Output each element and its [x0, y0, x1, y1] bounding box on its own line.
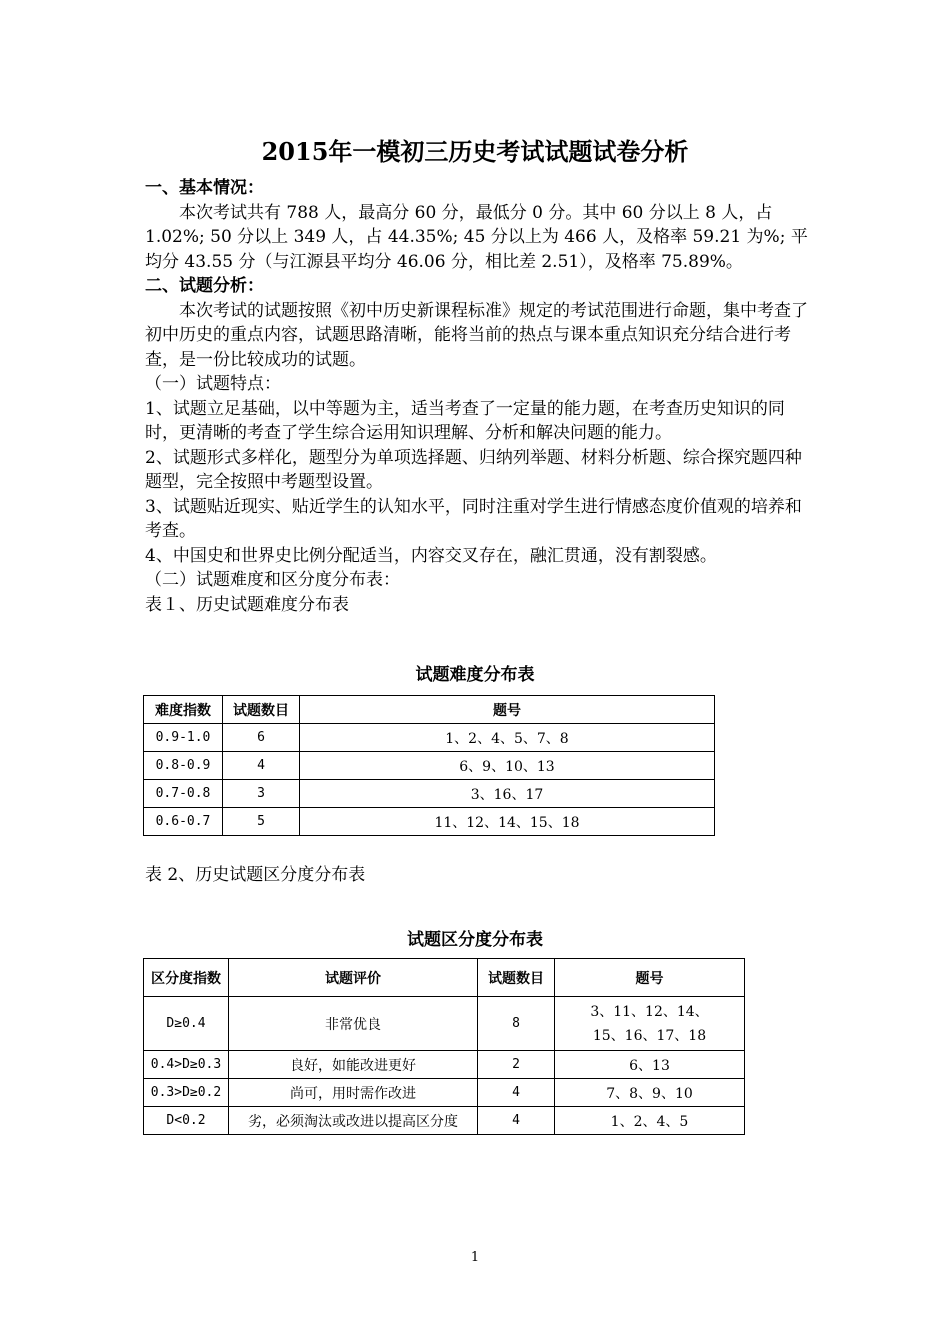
table-cell: 6: [223, 724, 300, 752]
table-cell: D≥0.4: [144, 997, 229, 1051]
table-row: [144, 1051, 745, 1079]
table2-label: 表 2、历史试题区分度分布表: [145, 865, 366, 885]
section2-paragraph: 本次考试的试题按照《初中历史新课程标准》规定的考试范围进行命题，集中考查了初中历史的重点内容，试题思路清晰，能将当前的热点与课本重点知识充分结合进行考查，是一份比较成功的试题。: [145, 300, 808, 370]
table-cell: 7、8、9、10: [555, 1079, 745, 1107]
table-cell: 0.8-0.9: [144, 752, 223, 780]
discrimination-table: [143, 958, 745, 1135]
section1-heading: 一、基本情况：: [145, 178, 264, 198]
table-row: [144, 724, 715, 752]
feature-item: 1、试题立足基础，以中等题为主，适当考查了一定量的能力题，在考查历史知识的同时，更清晰的考查了学生综合运用知识理解、分析和解决问题的能力。: [145, 398, 785, 443]
table-cell: 2: [478, 1051, 555, 1079]
table-row: [144, 752, 715, 780]
table-cell: 良好，如能改进更好: [229, 1051, 478, 1079]
table-header: 试题数目: [478, 959, 555, 997]
page-number: 1: [470, 1250, 480, 1265]
table-row: [144, 997, 745, 1051]
table-header: 试题评价: [229, 959, 478, 997]
table-cell: 4: [478, 1107, 555, 1135]
section2-heading: 二、试题分析：: [145, 276, 264, 296]
table-header: 区分度指数: [144, 959, 229, 997]
table-row: [144, 808, 715, 836]
difficulty-table: [143, 695, 715, 836]
table-cell: 劣，必须淘汰或改进以提高区分度: [229, 1107, 478, 1135]
table-cell: 0.7-0.8: [144, 780, 223, 808]
table-cell: 5: [223, 808, 300, 836]
table-cell: [555, 997, 745, 1051]
table-cell: 0.3>D≥0.2: [144, 1079, 229, 1107]
table-cell: 尚可，用时需作改进: [229, 1079, 478, 1107]
feature-item: 3、试题贴近现实、贴近学生的认知水平，同时注重对学生进行情感态度价值观的培养和考查。: [145, 496, 802, 541]
table-row: [144, 1079, 745, 1107]
table-cell: 6、9、10、13: [300, 752, 715, 780]
table-cell: 6、13: [555, 1051, 745, 1079]
table-header: 难度指数: [144, 696, 223, 724]
table-cell: 非常优良: [229, 997, 478, 1051]
cell-line: 15、16、17、18: [592, 1027, 707, 1044]
table-row: [144, 780, 715, 808]
cell-line: 3、11、12、14、: [590, 1003, 709, 1020]
table2-caption: 试题区分度分布表: [407, 930, 543, 950]
table-cell: 4: [478, 1079, 555, 1107]
table1-label: 表１、历史试题难度分布表: [145, 594, 349, 615]
feature-item: 2、试题形式多样化，题型分为单项选择题、归纳列举题、材料分析题、综合探究题四种题型，完全按照中考题型设置。: [145, 447, 802, 492]
subheading-tables: （二）试题难度和区分度分布表：: [145, 570, 400, 590]
table-cell: D<0.2: [144, 1107, 229, 1135]
table-header: 题号: [555, 959, 745, 997]
table-cell: 0.6-0.7: [144, 808, 223, 836]
table-header: 题号: [300, 696, 715, 724]
feature-item: 4、中国史和世界史比例分配适当，内容交叉存在，融汇贯通，没有割裂感。: [145, 545, 717, 566]
table-cell: 3、16、17: [300, 780, 715, 808]
table-cell: 0.9-1.0: [144, 724, 223, 752]
page-title: 2015年一模初三历史考试试题试卷分析: [261, 137, 689, 166]
table-cell: 3: [223, 780, 300, 808]
table-cell: 0.4>D≥0.3: [144, 1051, 229, 1079]
table-row: [144, 1107, 745, 1135]
table-cell: 8: [478, 997, 555, 1051]
table-cell: 11、12、14、15、18: [300, 808, 715, 836]
section1-paragraph: 本次考试共有 788 人，最高分 60 分，最低分 0 分。其中 60 分以上 8 人，占 1.02%; 50 分以上 349 人，占 44.35%; 45 分以上为 466 人，及格率 59.21 为%; 平均分 43.55 分（与江源县平均分 46.06 分，相比差 2.51），及格率 75.89%。: [145, 202, 808, 272]
table-cell: 1、2、4、5、7、8: [300, 724, 715, 752]
body-text: [145, 176, 809, 617]
table-cell: 1、2、4、5: [555, 1107, 745, 1135]
table-cell: 4: [223, 752, 300, 780]
subheading-features: （一）试题特点：: [145, 374, 281, 394]
table-header: 试题数目: [223, 696, 300, 724]
table1-caption: 试题难度分布表: [415, 665, 535, 685]
